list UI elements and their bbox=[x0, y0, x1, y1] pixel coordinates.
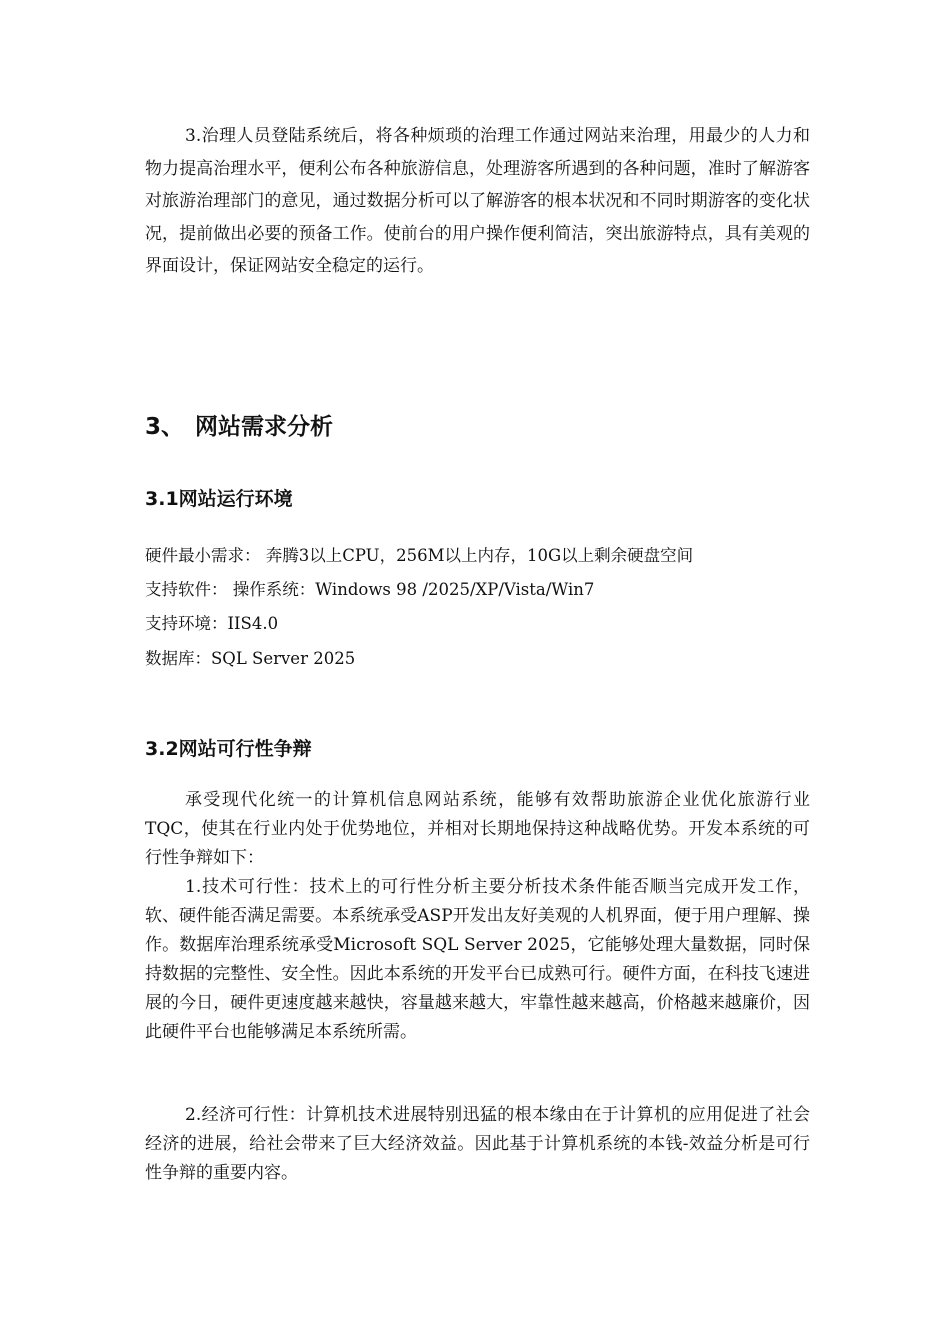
feasibility-body bbox=[145, 786, 810, 1047]
section-3-2-heading: 3.2网站可行性争辩 bbox=[145, 738, 312, 760]
section-3-heading bbox=[145, 408, 333, 441]
intro-paragraph-text: 3.治理人员登陆系统后，将各种烦琐的治理工作通过网站来治理，用最少的人力和物力提高治理水平，便利公布各种旅游信息，处理游客所遇到的各种问题，准时了解游客对旅游治理部门的意见，通过数据分析可以了解游客的根本状况和不同时期游客的变化状况，提前做出必要的预备工作。使前台的用户操作便利简洁，突出旅游特点，具有美观的界面设计，保证网站安全稳定的运行。 bbox=[145, 126, 810, 276]
env-hardware-line: 硬件最小需求： 奔腾3以上CPU，256M以上内存，10G以上剩余硬盘空间 bbox=[145, 546, 694, 565]
env-database-line: 数据库：SQL Server 2025 bbox=[145, 649, 356, 668]
intro-paragraph bbox=[145, 120, 810, 283]
feasibility-intro-paragraph: 承受现代化统一的计算机信息网站系统，能够有效帮助旅游企业优化旅游行业TQC，使其在行业内处于优势地位，并相对长期地保持这种战略优势。开发本系统的可行性争辩如下： bbox=[145, 790, 810, 868]
section-3-title: 网站需求分析 bbox=[195, 414, 333, 440]
technical-feasibility-paragraph: 1.技术可行性：技术上的可行性分析主要分析技术条件能否顺当完成开发工作，软、硬件能否满足需要。本系统承受ASP开发出友好美观的人机界面，便于用户理解、操作。数据库治理系统承受Microsoft SQL Server 2025，它能够处理大量数据，同时保持数据的完整性、安全性。因此本系统的开发平台已成熟可行。硬件方面，在科技飞速进展的今日，硬件更速度越来越快，容量越来越大，牢靠性越来越高，价格越来越廉价，因此硬件平台也能够满足本系统所需。 bbox=[145, 877, 810, 1042]
env-support-line: 支持环境：IIS4.0 bbox=[145, 614, 279, 633]
economic-feasibility-paragraph bbox=[145, 1101, 810, 1188]
section-3-number: 3、 bbox=[145, 414, 185, 440]
economic-feasibility-text: 2.经济可行性：计算机技术进展特别迅猛的根本缘由在于计算机的应用促进了社会经济的进展，给社会带来了巨大经济效益。因此基于计算机系统的本钱-效益分析是可行性争辩的重要内容。 bbox=[145, 1105, 810, 1183]
section-3-1-heading: 3.1网站运行环境 bbox=[145, 488, 293, 510]
env-software-line: 支持软件： 操作系统：Windows 98 /2025/XP/Vista/Win7 bbox=[145, 580, 595, 599]
